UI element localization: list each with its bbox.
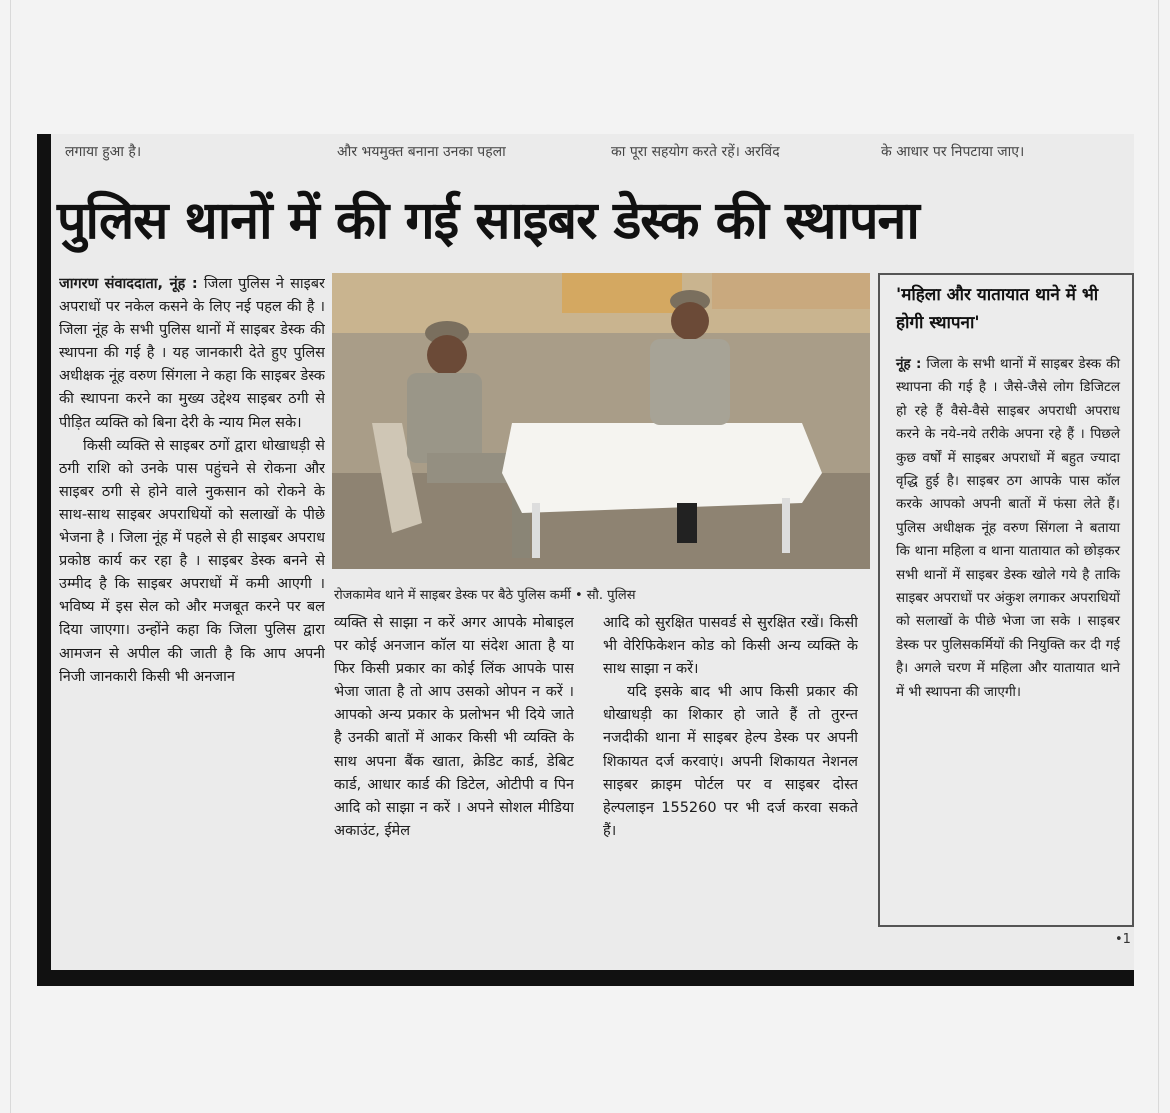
dateline: जागरण संवाददाता, नूंह :	[59, 276, 198, 292]
sidebar-box	[878, 273, 1134, 927]
sidebar-title: 'महिला और यातायात थाने में भी होगी स्थापना'	[896, 285, 1099, 333]
photo-caption: रोजकामेव थाने में साइबर डेस्क पर बैठे पुलिस कर्मी • सौ. पुलिस	[334, 588, 636, 603]
page-edge-right	[1158, 0, 1159, 1113]
sidebar-dateline: नूंह :	[896, 356, 922, 372]
headline: पुलिस थानों में की गई साइबर डेस्क की स्थापना	[57, 191, 919, 251]
strip-fragment: का पूरा सहयोग करते रहें। अरविंद	[611, 144, 780, 160]
paragraph: किसी व्यक्ति से साइबर ठगों द्वारा धोखाधड़ी से ठगी राशि को उनके पास पहुंचने से रोकना और साइबर ठगी से होने वाले नुकसान को रोकने के साथ-साथ साइबर अपराधियों को सलाखों के पीछे भेजना है । जिला नूंह में पहले से ही साइबर अपराध प्रकोष्ठ कार्य कर रहा है । साइबर डेस्क बनने से उम्मीद है कि साइबर अपराधों में कमी आएगी । भविष्य में इस सेल को और मजबूत करने पर बल दिया जाएगा। उन्होंने कहा कि जिला पुलिस द्वारा आमजन से अपील की जाती है कि आप अपनी निजी जानकारी किसी भी अनजान	[59, 437, 325, 685]
paragraph: व्यक्ति से साझा न करें अगर आपके मोबाइल पर कोई अनजान कॉल या संदेश आता है या फिर किसी प्रकार का कोई लिंक आपके पास भेजा जाता है तो आप उसको ओपन न करें । आपको अन्य प्रकार के प्रलोभन भी दिये जाते है उनकी बातों में आकर किसी भी व्यक्ति के साथ अपना बैंक खाता, क्रेडिट कार्ड, डेबिट कार्ड, आधार कार्ड की डिटेल, ओटीपी व पिन आदि को साझा न करें । अपने सोशल मीडिया अकाउंट, ईमेल	[334, 615, 574, 839]
sidebar-body	[896, 353, 1120, 704]
article-column-2	[334, 612, 574, 937]
sidebar-text: जिला के सभी थानों में साइबर डेस्क की स्थापना की गई है । जैसे-जैसे लोग डिजिटल हो रहे हैं वैसे-वैसे साइबर अपराधी अपराध करने के नये-नये तरीके अपना रहे हैं । पिछले कुछ वर्षों में साइबर अपराधों में बहुत ज्यादा वृद्धि हुई है। साइबर ठग आपके पास कॉल करके आपको अपनी बातों में फंसा लेते हैं। पुलिस अधीक्षक नूंह वरुण सिंगला ने बताया कि थाना महिला व थाना यातायात को छोड़कर सभी थानों में साइबर डेस्क खोले गये है ताकि साइबर अपराधों पर अंकुश लगाकर अपराधियों को सलाखों के पीछे भेजा जा सके । साइबर डेस्क पर पुलिसकर्मियों की नियुक्ति कर दी गई है। अगले चरण में महिला और यातायात थाने में भी स्थापना की जाएगी।	[896, 356, 1120, 700]
paragraph: आदि को सुरक्षित पासवर्ड से सुरक्षित रखें। किसी भी वेरिफिकेशन कोड को किसी अन्य व्यक्ति के साथ साझा न करें।	[603, 615, 858, 678]
paragraph: जिला पुलिस ने साइबर अपराधों पर नकेल कसने के लिए नई पहल की है । जिला नूंह के सभी पुलिस थानों में साइबर डेस्क की स्थापना की गई है । यह जानकारी देते हुए पुलिस अधीक्षक नूंह वरुण सिंगला ने कहा कि साइबर डेस्क की स्थापना करने का मुख्य उद्देश्य साइबर ठगी से पीड़ित व्यक्ति को बिना देरी के न्याय मिल सके।	[59, 276, 325, 431]
article-column-1	[59, 273, 325, 937]
page-mark: •1	[1115, 932, 1131, 947]
news-photo	[332, 273, 870, 569]
page-edge-left	[10, 0, 11, 1113]
paragraph: यदि इसके बाद भी आप किसी प्रकार की धोखाधड़ी का शिकार हो जाते हैं तो तुरन्त नजदीकी थाना में साइबर हेल्प डेस्क पर अपनी शिकायत दर्ज करवाएं। अपनी शिकायत नेशनल साइबर क्राइम पोर्टल पर व साइबर दोस्त हेल्पलाइन 155260 पर भी दर्ज करवा सकते हैं।	[603, 684, 858, 839]
police-desk-photo-icon	[332, 273, 870, 569]
strip-fragment: लगाया हुआ है।	[65, 144, 142, 160]
strip-fragment: के आधार पर निपटाया जाए।	[881, 144, 1025, 160]
newspaper-clipping	[37, 134, 1134, 986]
article-column-3	[603, 612, 858, 937]
strip-fragment: और भयमुक्त बनाना उनका पहला	[337, 144, 506, 160]
previous-article-strip	[51, 138, 1134, 164]
